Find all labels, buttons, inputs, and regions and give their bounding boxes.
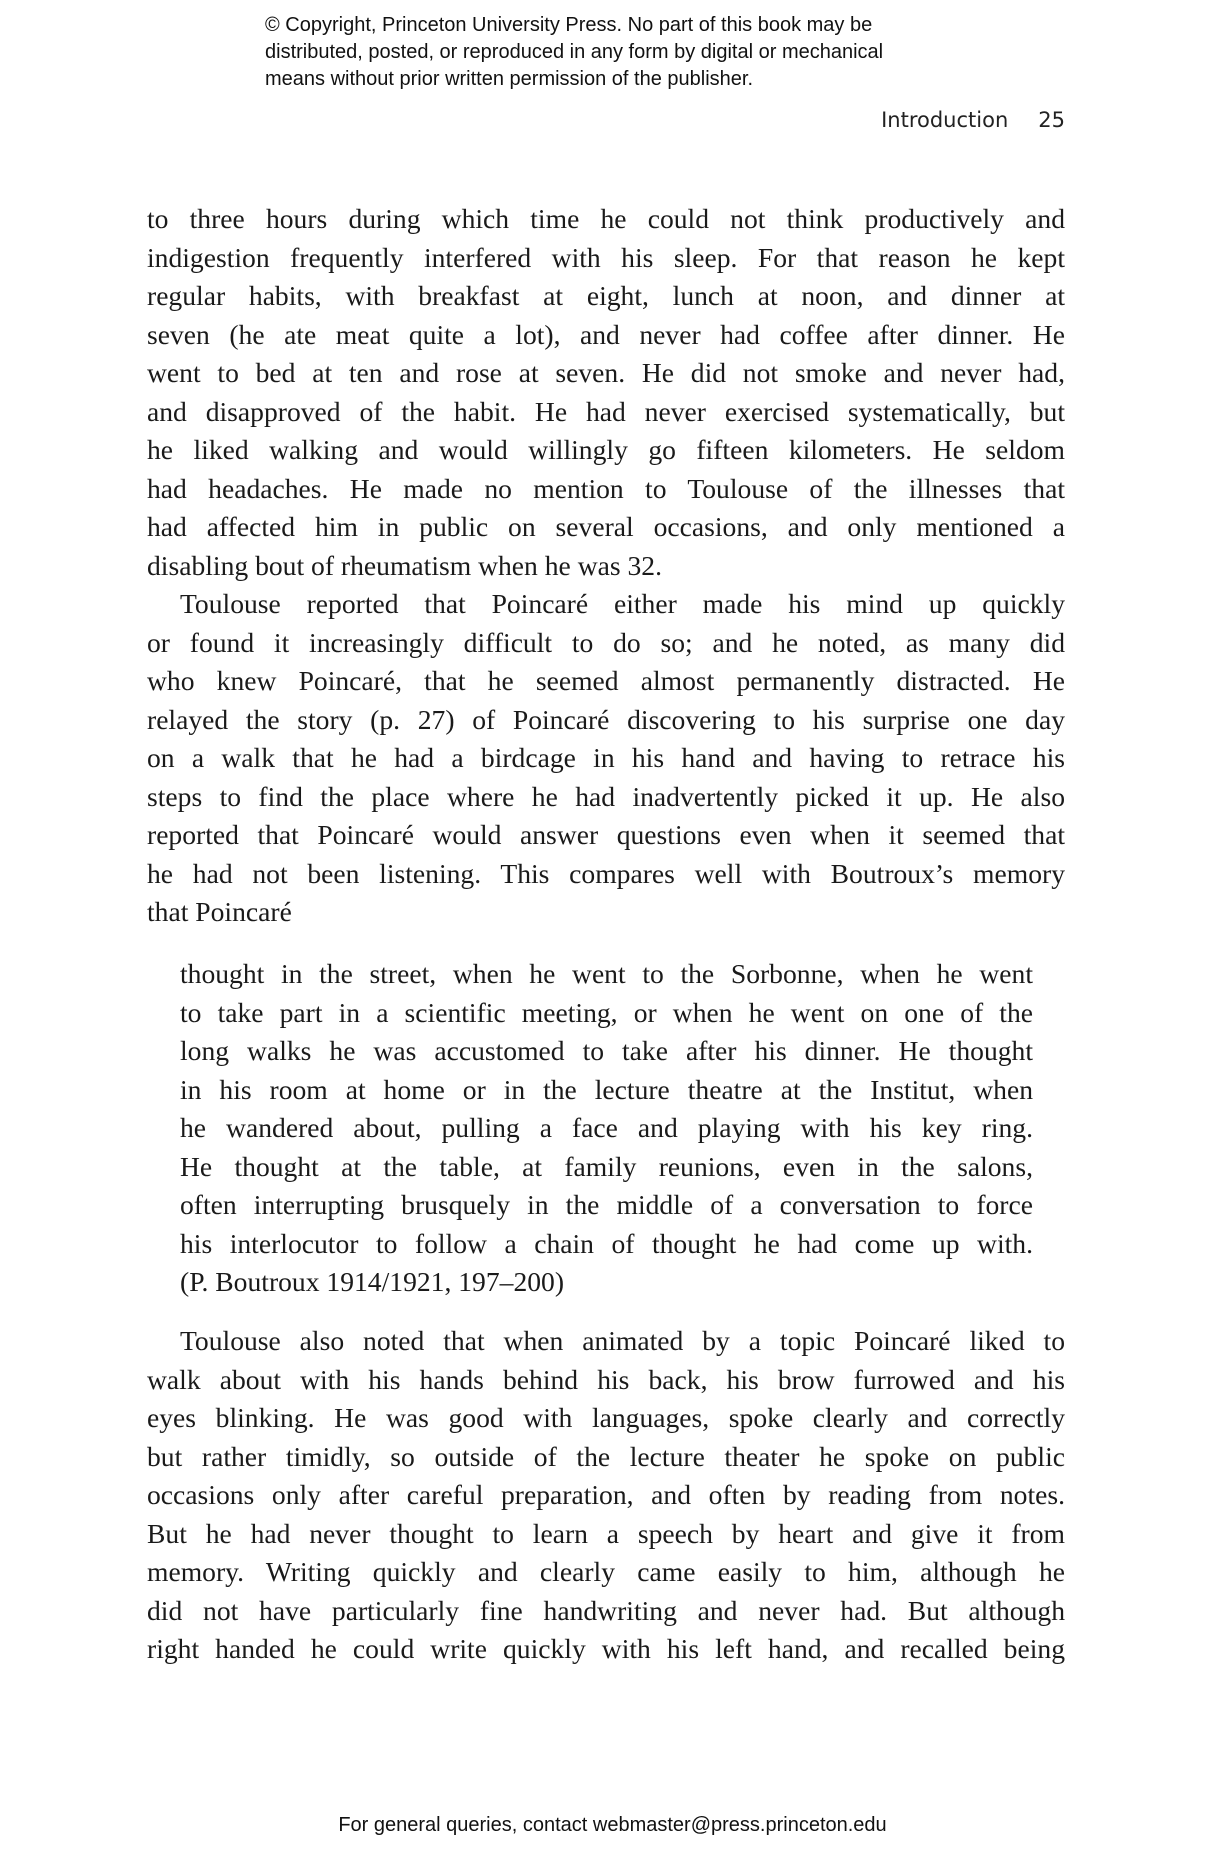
text-line: walk about with his hands behind his back, his brow furrowed and his bbox=[147, 1363, 1065, 1395]
quote-line: He thought at the table, at family reunions, even in the salons, bbox=[180, 1150, 1033, 1182]
text-line: occasions only after careful preparation, and often by reading from notes. bbox=[147, 1479, 1065, 1510]
text-line: and disapproved of the habit. He had never exercised systematically, but bbox=[147, 395, 1065, 427]
text-line: to three hours during which time he could not think productively and bbox=[147, 203, 1065, 234]
text-line: regular habits, with breakfast at eight, lunch at noon, and dinner at bbox=[147, 280, 1065, 311]
text-line: reported that Poincaré would answer questions even when it seemed that bbox=[147, 819, 1065, 850]
quote-line: long walks he was accustomed to take after his dinner. He thought bbox=[180, 1035, 1033, 1066]
text-line: But he had never thought to learn a speech by heart and give it from bbox=[147, 1517, 1065, 1549]
text-line: seven (he ate meat quite a lot), and never had coffee after dinner. He bbox=[147, 318, 1065, 350]
text-line: but rather timidly, so outside of the lecture theater he spoke on public bbox=[147, 1440, 1065, 1472]
text-line: right handed he could write quickly with his left hand, and recalled being bbox=[147, 1633, 1065, 1664]
page-number: 25 bbox=[1038, 108, 1065, 132]
block-quotation bbox=[180, 955, 1033, 1302]
text-line: on a walk that he had a birdcage in his hand and having to retrace his bbox=[147, 742, 1065, 773]
text-line: had headaches. He made no mention to Toulouse of the illnesses that bbox=[147, 472, 1065, 504]
copyright-line: © Copyright, Princeton University Press. No part of this book may be bbox=[265, 14, 873, 36]
copyright-line: means without prior written permission of the publisher. bbox=[265, 68, 754, 90]
quote-line: he wandered about, pulling a face and playing with his key ring. bbox=[180, 1112, 1033, 1143]
copyright-notice bbox=[265, 12, 1005, 93]
quote-line: thought in the street, when he went to the Sorbonne, when he went bbox=[180, 958, 1033, 989]
running-head-title: Introduction bbox=[881, 108, 1009, 132]
paragraph-3 bbox=[147, 1322, 1065, 1669]
text-line: disabling bout of rheumatism when he was 32. bbox=[147, 549, 662, 581]
footer-contact: For general queries, contact webmaster@press.princeton.edu bbox=[338, 1814, 887, 1836]
text-line: he liked walking and would willingly go fifteen kilometers. He seldom bbox=[147, 434, 1065, 465]
text-line: had affected him in public on several occasions, and only mentioned a bbox=[147, 511, 1065, 542]
text-line: Toulouse also noted that when animated by a topic Poincaré liked to bbox=[180, 1325, 1065, 1356]
quote-line: to take part in a scientific meeting, or when he went on one of the bbox=[180, 996, 1033, 1028]
quote-citation: (P. Boutroux 1914/1921, 197–200) bbox=[180, 1266, 565, 1297]
paragraph-1 bbox=[147, 200, 1065, 585]
text-line: that Poincaré bbox=[147, 896, 292, 927]
quote-line: his interlocutor to follow a chain of thought he had come up with. bbox=[180, 1227, 1033, 1259]
text-line: he had not been listening. This compares well with Boutroux’s memory bbox=[147, 857, 1065, 889]
running-head bbox=[881, 108, 1065, 132]
text-line: or found it increasingly difficult to do so; and he noted, as many did bbox=[147, 626, 1065, 658]
text-line: Toulouse reported that Poincaré either made his mind up quickly bbox=[180, 588, 1065, 619]
copyright-line: distributed, posted, or reproduced in any form by digital or mechanical bbox=[265, 41, 884, 63]
quote-line: in his room at home or in the lecture theatre at the Institut, when bbox=[180, 1073, 1033, 1105]
text-line: did not have particularly fine handwriting and never had. But although bbox=[147, 1594, 1065, 1626]
quote-line: often interrupting brusquely in the middle of a conversation to force bbox=[180, 1189, 1033, 1220]
text-line: eyes blinking. He was good with languages, spoke clearly and correctly bbox=[147, 1402, 1065, 1433]
text-line: went to bed at ten and rose at seven. He did not smoke and never had, bbox=[147, 357, 1065, 388]
text-line: steps to find the place where he had inadvertently picked it up. He also bbox=[147, 780, 1065, 812]
text-line: indigestion frequently interfered with his sleep. For that reason he kept bbox=[147, 241, 1065, 273]
text-line: who knew Poincaré, that he seemed almost permanently distracted. He bbox=[147, 665, 1065, 696]
text-line: memory. Writing quickly and clearly came easily to him, although he bbox=[147, 1556, 1065, 1587]
text-line: relayed the story (p. 27) of Poincaré discovering to his surprise one day bbox=[147, 703, 1065, 735]
paragraph-2 bbox=[147, 585, 1065, 932]
